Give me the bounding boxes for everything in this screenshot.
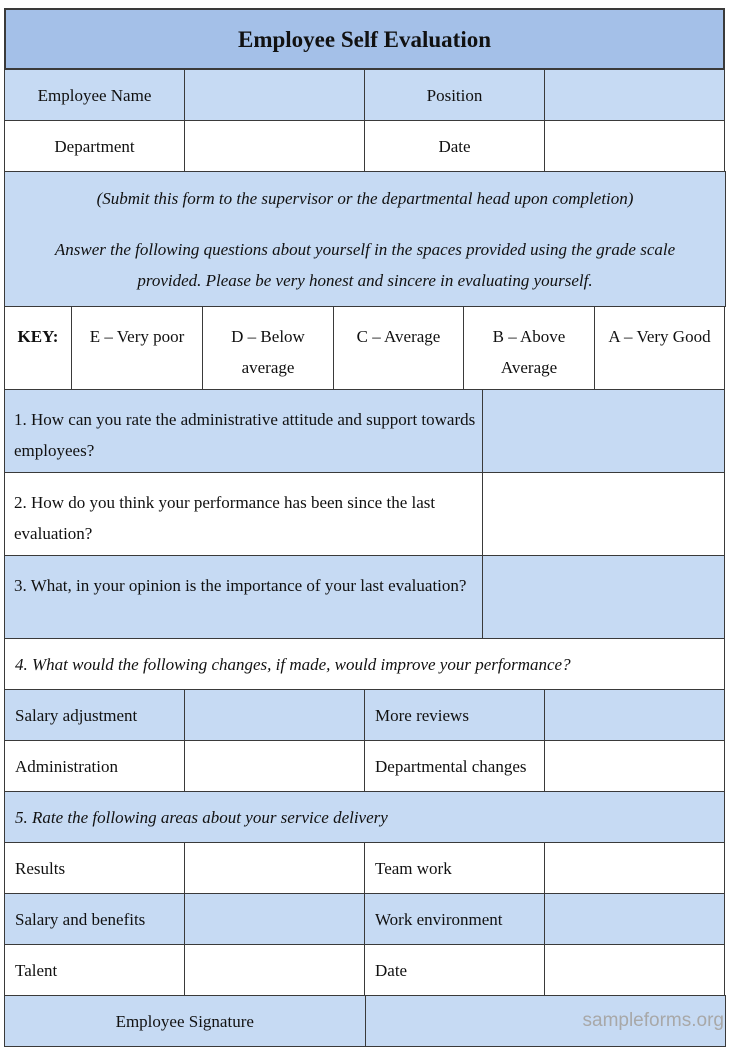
date-input[interactable] xyxy=(544,120,725,172)
administration-input[interactable] xyxy=(184,740,365,792)
employee-name-label: Employee Name xyxy=(4,69,185,121)
question-4: 4. What would the following changes, if made, would improve your performance? xyxy=(4,638,725,690)
question-2-answer[interactable] xyxy=(482,472,725,556)
salary-adjustment-label: Salary adjustment xyxy=(4,689,185,741)
q5-date-label: Date xyxy=(364,944,545,996)
position-label: Position xyxy=(364,69,545,121)
team-work-input[interactable] xyxy=(544,842,725,894)
instructions-submit: (Submit this form to the supervisor or the departmental head upon completion) xyxy=(96,188,634,208)
signature-label: Employee Signature xyxy=(4,995,366,1047)
more-reviews-label: More reviews xyxy=(364,689,545,741)
question-3-answer[interactable] xyxy=(482,555,725,639)
question-3: 3. What, in your opinion is the importance of your last evaluation? xyxy=(4,555,483,639)
employee-name-input[interactable] xyxy=(184,69,365,121)
form-title: Employee Self Evaluation xyxy=(4,8,725,70)
salary-benefits-label: Salary and benefits xyxy=(4,893,185,945)
grade-d: D – Below average xyxy=(202,306,334,390)
salary-benefits-input[interactable] xyxy=(184,893,365,945)
salary-adjustment-input[interactable] xyxy=(184,689,365,741)
instructions-block xyxy=(4,171,726,307)
question-1-answer[interactable] xyxy=(482,389,725,473)
talent-input[interactable] xyxy=(184,944,365,996)
work-environment-input[interactable] xyxy=(544,893,725,945)
results-label: Results xyxy=(4,842,185,894)
talent-label: Talent xyxy=(4,944,185,996)
department-input[interactable] xyxy=(184,120,365,172)
work-environment-label: Work environment xyxy=(364,893,545,945)
instructions-answer: Answer the following questions about yourself in the spaces provided using the grade scale provided. Please be very honest and sincere in evaluating yourself. xyxy=(54,239,676,290)
grade-c: C – Average xyxy=(333,306,464,390)
key-label: KEY: xyxy=(4,306,72,390)
administration-label: Administration xyxy=(4,740,185,792)
more-reviews-input[interactable] xyxy=(544,689,725,741)
watermark: sampleforms.org xyxy=(582,1010,724,1031)
question-1: 1. How can you rate the administrative attitude and support towards employees? xyxy=(4,389,483,473)
q5-date-input[interactable] xyxy=(544,944,725,996)
grade-e: E – Very poor xyxy=(71,306,203,390)
grade-b: B – Above Average xyxy=(463,306,595,390)
departmental-changes-label: Departmental changes xyxy=(364,740,545,792)
results-input[interactable] xyxy=(184,842,365,894)
departmental-changes-input[interactable] xyxy=(544,740,725,792)
team-work-label: Team work xyxy=(364,842,545,894)
date-label: Date xyxy=(364,120,545,172)
evaluation-form xyxy=(4,8,725,1046)
department-label: Department xyxy=(4,120,185,172)
question-2: 2. How do you think your performance has been since the last evaluation? xyxy=(4,472,483,556)
grade-a: A – Very Good xyxy=(594,306,725,390)
question-5: 5. Rate the following areas about your service delivery xyxy=(4,791,725,843)
position-input[interactable] xyxy=(544,69,725,121)
